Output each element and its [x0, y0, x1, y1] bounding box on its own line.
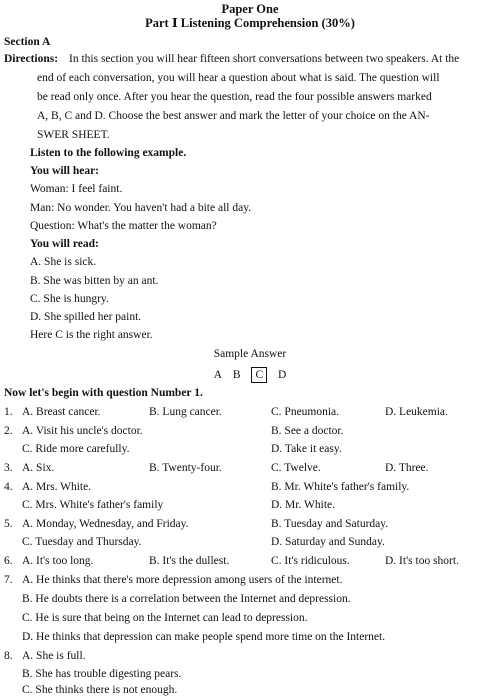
directions-line: end of each conversation, you will hear a question about what is said. The question will	[37, 72, 440, 84]
hear-line: Woman: I feel faint.	[30, 183, 123, 195]
option-text: B. Twenty-four.	[149, 462, 222, 474]
option-text: A. Visit his uncle's doctor.	[22, 425, 143, 437]
option-text: A. Breast cancer.	[22, 406, 101, 418]
option-text: C. Ride more carefully.	[22, 443, 130, 455]
section-title: Section A	[4, 36, 51, 48]
option-text: A. Mrs. White.	[22, 481, 92, 493]
option-text: D. It's too short.	[385, 555, 459, 567]
option-text: A. It's too long.	[22, 555, 94, 567]
sample-letter: A	[213, 369, 223, 381]
hear-label: You will hear:	[30, 165, 99, 177]
hear-line: Question: What's the matter the woman?	[30, 220, 217, 232]
directions-line: be read only once. After you hear the question, read the four possible answers marked	[37, 91, 432, 103]
option-text: D. Take it easy.	[271, 443, 342, 455]
option-text: B. It's the dullest.	[149, 555, 230, 567]
question-number: 8.	[4, 650, 13, 662]
example-intro: Listen to the following example.	[30, 147, 187, 159]
question-number: 3.	[4, 462, 13, 474]
paper-title: Paper One	[221, 2, 279, 16]
sample-answer-letters	[0, 367, 500, 383]
example-option: C. She is hungry.	[30, 293, 109, 305]
option-text: B. She has trouble digesting pears.	[22, 668, 182, 680]
option-text: C. Tuesday and Thursday.	[22, 536, 142, 548]
hear-line: Man: No wonder. You haven't had a bite all day.	[30, 202, 252, 214]
example-option: B. She was bitten by an ant.	[30, 275, 159, 287]
option-text: D. Mr. White.	[271, 499, 335, 511]
option-text: C. Pneumonia.	[271, 406, 340, 418]
question-number: 7.	[4, 574, 13, 586]
option-text: D. Three.	[385, 462, 429, 474]
option-text: A. Monday, Wednesday, and Friday.	[22, 518, 189, 530]
option-text: B. Lung cancer.	[149, 406, 222, 418]
question-number: 5.	[4, 518, 13, 530]
option-text: A. Six.	[22, 462, 55, 474]
question-number: 4.	[4, 481, 13, 493]
example-option: A. She is sick.	[30, 256, 97, 268]
option-text: D. He thinks that depression can make people spend more time on the Internet.	[22, 631, 386, 643]
question-number: 2.	[4, 425, 13, 437]
sample-letter-marked: C	[251, 367, 267, 383]
example-option: D. She spilled her paint.	[30, 311, 142, 323]
option-text: D. Leukemia.	[385, 406, 448, 418]
option-text: C. It's ridiculous.	[271, 555, 350, 567]
question-number: 6.	[4, 555, 13, 567]
answer-note: Here C is the right answer.	[30, 329, 153, 341]
option-text: B. Mr. White's father's family.	[271, 481, 410, 493]
directions-line: In this section you will hear fifteen short conversations between two speakers. At the	[69, 53, 460, 65]
option-text: D. Saturday and Sunday.	[271, 536, 385, 548]
part-title: Part Ⅰ Listening Comprehension (30%)	[145, 16, 355, 30]
sample-letter: D	[277, 369, 287, 381]
directions-line: A, B, C and D. Choose the best answer and mark the letter of your choice on the AN-	[37, 110, 430, 122]
option-text: A. She is full.	[22, 650, 86, 662]
option-text: C. He is sure that being on the Internet can lead to depression.	[22, 612, 308, 624]
begin-heading: Now let's begin with question Number 1.	[4, 387, 203, 399]
directions-line: SWER SHEET.	[37, 129, 110, 141]
directions-label: Directions:	[4, 53, 59, 65]
option-text: B. Tuesday and Saturday.	[271, 518, 389, 530]
question-number: 1.	[4, 406, 13, 418]
sample-answer-title: Sample Answer	[213, 348, 287, 360]
option-text: C. Twelve.	[271, 462, 321, 474]
sample-letter: B	[232, 369, 241, 381]
option-text: C. She thinks there is not enough.	[22, 684, 178, 696]
read-label: You will read:	[30, 238, 99, 250]
option-text: B. See a doctor.	[271, 425, 344, 437]
option-text: A. He thinks that there's more depression among users of the internet.	[22, 574, 343, 586]
option-text: B. He doubts there is a correlation between the Internet and depression.	[22, 593, 351, 605]
option-text: C. Mrs. White's father's family	[22, 499, 164, 511]
